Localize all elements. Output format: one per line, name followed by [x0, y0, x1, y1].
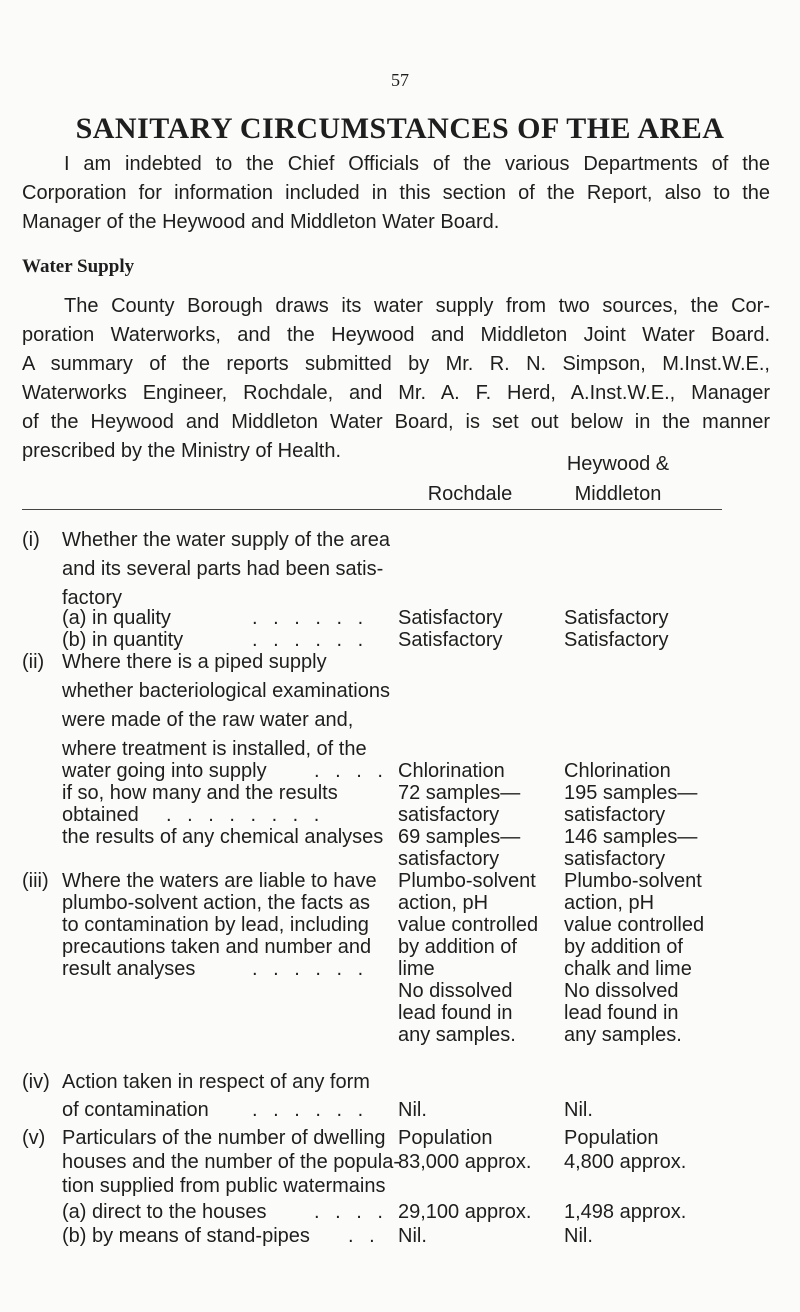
body-line: of the Heywood and Middleton Water Board, is set out below in the manner — [22, 411, 770, 433]
rochdale-value: value controlled — [398, 914, 539, 936]
rochdale-value: lead found in — [398, 1002, 513, 1024]
body-paragraph — [22, 292, 770, 466]
leader-dots: . . . . . . . . — [166, 804, 325, 826]
item-text: (b) in quantity — [62, 629, 184, 651]
rochdale-value: 69 samples— — [398, 826, 521, 848]
intro-paragraph — [22, 150, 770, 237]
rochdale-header: Rochdale — [427, 483, 513, 505]
item-number: (iii) — [22, 870, 49, 892]
heywood-value: 4,800 approx. — [564, 1151, 687, 1173]
rochdale-value: Population — [398, 1127, 493, 1149]
heywood-value: satisfactory — [564, 804, 666, 826]
rochdale-value: by addition of — [398, 936, 517, 958]
rochdale-value: 29,100 approx. — [398, 1201, 532, 1223]
body-line: The County Borough draws its water supply from two sources, the Cor- — [64, 295, 770, 317]
item-number: (ii) — [22, 651, 45, 673]
rochdale-value: 72 samples— — [398, 782, 521, 804]
heywood-value: action, pH — [564, 892, 655, 914]
item-text: Whether the water supply of the area — [62, 529, 390, 551]
rochdale-value: lime — [398, 958, 435, 980]
item-text: houses and the number of the popula- — [62, 1151, 401, 1173]
item-text: whether bacteriological examinations — [62, 680, 390, 702]
rochdale-value: 83,000 approx. — [398, 1151, 532, 1173]
item-number: (iv) — [22, 1071, 50, 1093]
heywood-value: chalk and lime — [564, 958, 692, 980]
item-number: (i) — [22, 529, 40, 551]
item-text: precautions taken and number and — [62, 936, 372, 958]
heywood-value: by addition of — [564, 936, 683, 958]
leader-dots: . . . . . . — [252, 629, 369, 651]
page-number: 57 — [391, 70, 409, 90]
item-text: and its several parts had been satis- — [62, 558, 384, 580]
heywood-value: 146 samples— — [564, 826, 698, 848]
leader-dots: . . — [348, 1225, 380, 1247]
item-text: the results of any chemical analyses — [62, 826, 384, 848]
item-text: obtained — [62, 804, 139, 826]
item-text: if so, how many and the results — [62, 782, 338, 804]
rochdale-value: Satisfactory — [398, 629, 503, 651]
heywood-value: value controlled — [564, 914, 705, 936]
heywood-value: Population — [564, 1127, 659, 1149]
item-text: Action taken in respect of any form — [62, 1071, 370, 1093]
leader-dots: . . . . . . — [252, 958, 369, 980]
rochdale-value: No dissolved — [398, 980, 513, 1002]
header-rule — [22, 509, 722, 510]
body-line: poration Waterworks, and the Heywood and Middleton Joint Water Board. — [22, 324, 770, 346]
item-text: of contamination — [62, 1099, 209, 1121]
heywood-header-line1: Heywood & — [566, 453, 670, 475]
leader-dots: . . . . . . — [252, 607, 369, 629]
body-line: A summary of the reports submitted by Mr. R. N. Simpson, M.Inst.W.E., — [22, 353, 770, 375]
leader-dots: . . . . — [314, 760, 388, 782]
rochdale-value: satisfactory — [398, 804, 500, 826]
heywood-value: satisfactory — [564, 848, 666, 870]
item-text: tion supplied from public watermains — [62, 1175, 386, 1197]
item-text: result analyses — [62, 958, 196, 980]
heywood-value: Plumbo-solvent — [564, 870, 702, 892]
body-line: Waterworks Engineer, Rochdale, and Mr. A. F. Herd, A.Inst.W.E., Manager — [22, 382, 770, 404]
leader-dots: . . . . — [314, 1201, 388, 1223]
leader-dots: . . . . . . — [252, 1099, 369, 1121]
heywood-value: any samples. — [564, 1024, 682, 1046]
heywood-value: Chlorination — [564, 760, 671, 782]
heywood-header-line2: Middleton — [574, 483, 662, 505]
item-text: plumbo-solvent action, the facts as — [62, 892, 370, 914]
rochdale-value: Nil. — [398, 1225, 427, 1247]
body-line: prescribed by the Ministry of Health. — [22, 440, 342, 462]
heywood-value: lead found in — [564, 1002, 679, 1024]
intro-line: I am indebted to the Chief Officials of the various Departments of the — [64, 153, 770, 175]
rochdale-value: Satisfactory — [398, 607, 503, 629]
item-text: water going into supply — [62, 760, 267, 782]
heywood-value: Nil. — [564, 1225, 593, 1247]
intro-line: Corporation for information included in this section of the Report, also to the — [22, 182, 770, 204]
item-text: were made of the raw water and, — [62, 709, 354, 731]
rochdale-value: action, pH — [398, 892, 489, 914]
rochdale-value: Nil. — [398, 1099, 427, 1121]
rochdale-value: Chlorination — [398, 760, 505, 782]
item-text: to contamination by lead, including — [62, 914, 369, 936]
heywood-value: 1,498 approx. — [564, 1201, 687, 1223]
item-text: (b) by means of stand-pipes — [62, 1225, 310, 1247]
rochdale-value: satisfactory — [398, 848, 500, 870]
item-text: factory — [62, 587, 123, 609]
item-text: Where the waters are liable to have — [62, 870, 377, 892]
intro-line: Manager of the Heywood and Middleton Water Board. — [22, 211, 500, 233]
heywood-value: Nil. — [564, 1099, 593, 1121]
item-text: Particulars of the number of dwelling — [62, 1127, 386, 1149]
item-text: where treatment is installed, of the — [62, 738, 367, 760]
page-title: SANITARY CIRCUMSTANCES OF THE AREA — [75, 112, 725, 145]
item-number: (v) — [22, 1127, 46, 1149]
heywood-value: Satisfactory — [564, 607, 669, 629]
rochdale-value: Plumbo-solvent — [398, 870, 536, 892]
section-heading: Water Supply — [22, 256, 135, 277]
item-text: (a) direct to the houses — [62, 1201, 267, 1223]
rochdale-value: any samples. — [398, 1024, 516, 1046]
heywood-value: 195 samples— — [564, 782, 698, 804]
item-text: Where there is a piped supply — [62, 651, 327, 673]
heywood-value: No dissolved — [564, 980, 679, 1002]
item-text: (a) in quality — [62, 607, 171, 629]
heywood-value: Satisfactory — [564, 629, 669, 651]
